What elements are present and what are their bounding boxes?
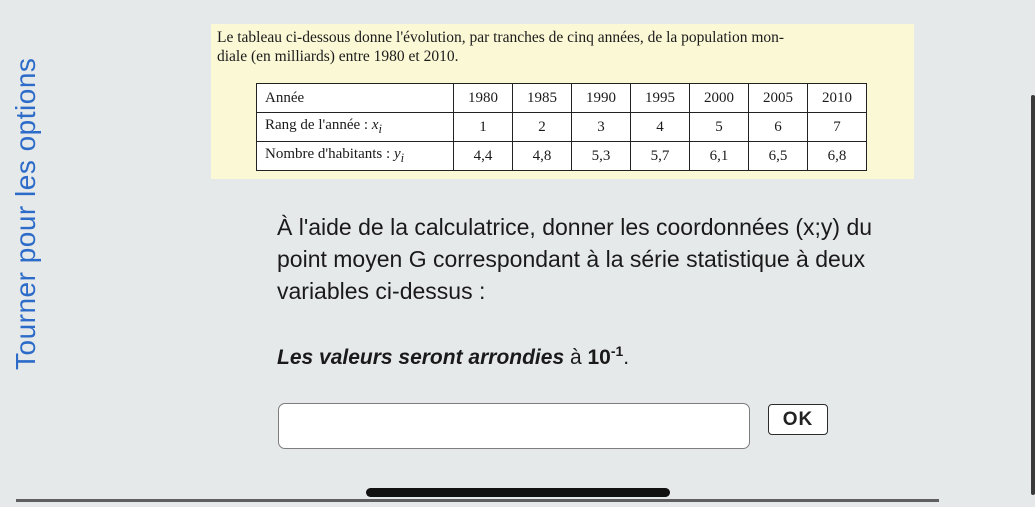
year-cell: 2010 xyxy=(808,84,867,113)
question-text: À l'aide de la calculatrice, donner les coordonnées (x;y) du point moyen G correspondant à la série statistique à deux variables ci-dessus : xyxy=(277,214,873,304)
population-cell: 4,4 xyxy=(454,142,513,171)
population-cell: 6,8 xyxy=(808,142,867,171)
population-table xyxy=(256,83,867,171)
rank-cell: 3 xyxy=(572,113,631,142)
rounding-base: 10 xyxy=(587,346,611,369)
year-cell: 2000 xyxy=(690,84,749,113)
intro-line-1: Le tableau ci-dessous donne l'évolution, par tranches de cinq années, de la population mon- xyxy=(217,29,785,46)
exercise-intro xyxy=(217,28,911,66)
rank-subscript: i xyxy=(378,122,382,136)
rank-cell: 7 xyxy=(808,113,867,142)
rank-cell: 5 xyxy=(690,113,749,142)
population-cell: 6,5 xyxy=(749,142,808,171)
rounding-note-italic: Les valeurs seront arrondies xyxy=(277,346,565,369)
year-cell: 1990 xyxy=(572,84,631,113)
population-subscript: i xyxy=(400,151,405,165)
year-cell: 1980 xyxy=(454,84,513,113)
exercise-panel xyxy=(211,24,914,179)
rank-cell: 4 xyxy=(631,113,690,142)
intro-line-2: diale (en milliards) entre 1980 et 2010. xyxy=(217,48,459,65)
year-cell: 2005 xyxy=(749,84,808,113)
rounding-exponent: -1 xyxy=(610,343,624,359)
population-cell: 5,7 xyxy=(631,142,690,171)
bottom-divider xyxy=(16,499,939,502)
rank-variable: x xyxy=(371,117,379,133)
population-cell: 5,3 xyxy=(572,142,631,171)
rounding-note-end: . xyxy=(623,346,630,369)
rotate-options-label: Tourner pour les options xyxy=(10,57,41,370)
rounding-note xyxy=(277,343,629,370)
row-label-population xyxy=(257,142,454,171)
population-label-text: Nombre d'habitants : xyxy=(265,146,394,162)
home-indicator[interactable] xyxy=(366,488,670,497)
row-label-year: Année xyxy=(257,84,454,113)
population-cell: 6,1 xyxy=(690,142,749,171)
scrollbar[interactable] xyxy=(1031,95,1035,495)
rounding-power xyxy=(587,343,624,369)
table-row-year xyxy=(257,84,867,113)
rank-cell: 6 xyxy=(749,113,808,142)
rounding-note-middle: à xyxy=(564,346,588,369)
ok-button[interactable]: OK xyxy=(768,404,828,435)
year-cell: 1995 xyxy=(631,84,690,113)
row-label-rank xyxy=(257,113,454,142)
year-cell: 1985 xyxy=(513,84,572,113)
rank-label-text: Rang de l'année : xyxy=(265,117,372,133)
population-cell: 4,8 xyxy=(513,142,572,171)
rank-cell: 1 xyxy=(454,113,513,142)
answer-input[interactable] xyxy=(278,403,750,449)
rank-cell: 2 xyxy=(513,113,572,142)
table-row-population xyxy=(257,142,867,171)
table-row-rank xyxy=(257,113,867,142)
population-variable: y xyxy=(393,146,401,162)
rotate-options-tab[interactable] xyxy=(0,57,41,370)
